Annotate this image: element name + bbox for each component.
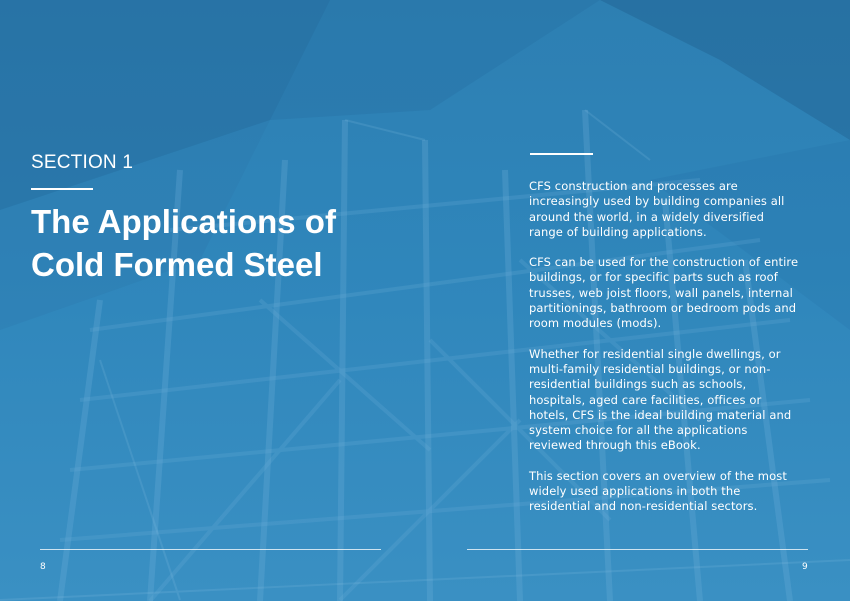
section-label: SECTION 1 — [31, 152, 134, 173]
body-paragraph: Whether for residential single dwellings, or multi-family residential buildings, or non-residential buildings such as schools, hospitals, aged care facilities, offices or hotels, CFS is the ideal building material and system choice for all the applications reviewed through this eBook. — [529, 346, 792, 453]
body-divider — [530, 153, 593, 155]
page-number-right: 9 — [802, 562, 808, 572]
footer-rule-right — [467, 549, 808, 550]
body-paragraph: This section covers an overview of the most widely used applications in both the residential and non-residential sectors. — [529, 468, 787, 514]
page-number-left: 8 — [40, 562, 46, 572]
page-title: The Applications of Cold Formed Steel — [31, 203, 336, 283]
body-paragraph: CFS construction and processes are increasingly used by building companies all around the world, in a widely diversified range of building applications. — [529, 179, 785, 239]
footer-rule-left — [40, 549, 381, 550]
section-divider — [31, 188, 93, 190]
body-paragraph: CFS can be used for the construction of entire buildings, or for specific parts such as roof trusses, web joist floors, wall panels, internal partitionings, bathroom or bedroom pods and room modules (mods). — [529, 255, 799, 331]
body-text — [529, 179, 801, 530]
